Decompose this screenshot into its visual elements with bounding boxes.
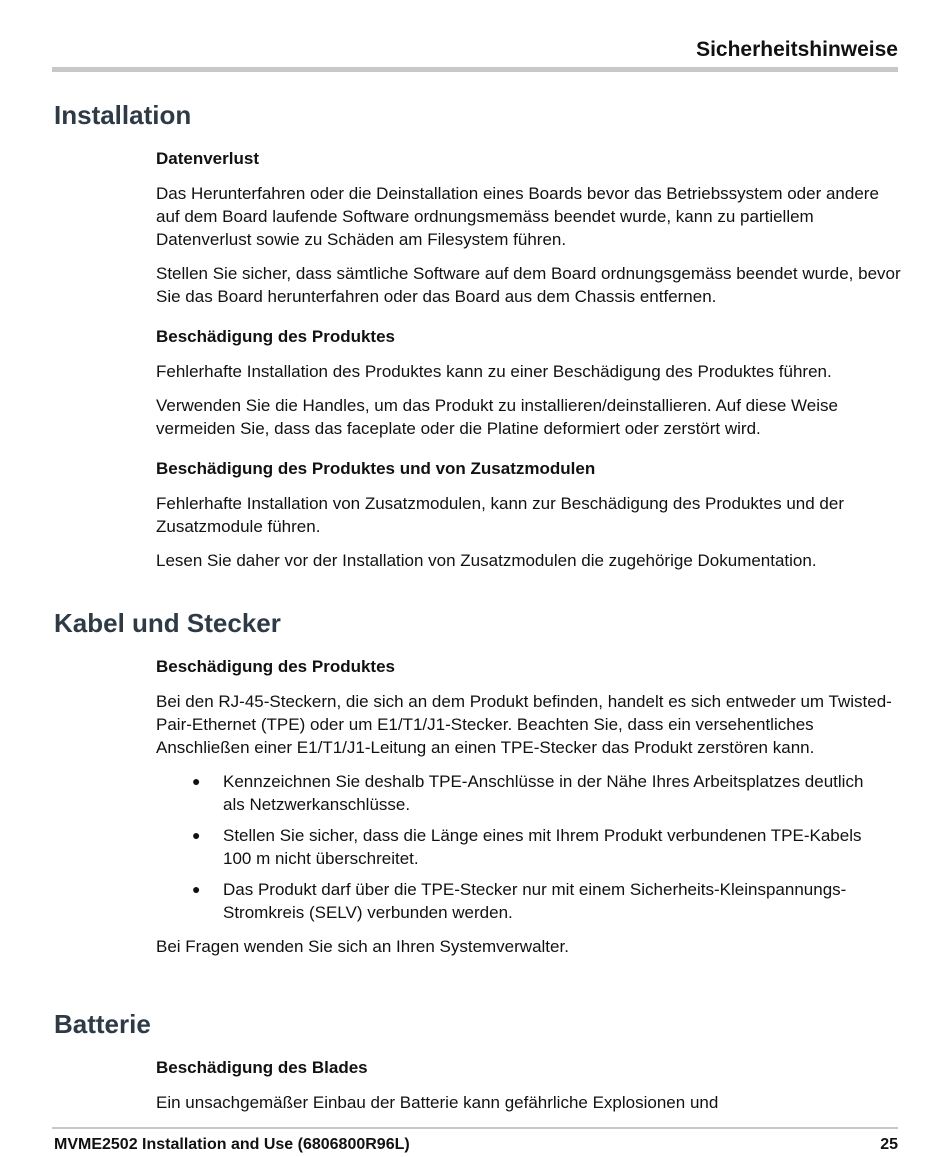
bullet-text: Stellen Sie sicher, dass die Länge eines mit Ihrem Produkt verbundenen TPE-Kabels 100 m nicht überschreitet.: [223, 826, 862, 868]
subheading-beschaedigung-produktes: Beschädigung des Produktes: [156, 327, 395, 346]
subheading-beschaedigung-blades: Beschädigung des Blades: [156, 1058, 368, 1077]
paragraph: Das Herunterfahren oder die Deinstallation eines Boards bevor das Betriebssystem oder andere auf dem Board laufende Software ordnungsmemäss beendet wurde, kann zu partiellem Datenverlust sowie zu Schäden am Filesystem führen.: [156, 184, 879, 249]
bullet-dot-icon: ●: [192, 773, 201, 789]
section-kabel-content: [156, 656, 901, 969]
footer-document-title: MVME2502 Installation and Use (6806800R96L): [54, 1136, 410, 1153]
section-title-kabel-stecker: Kabel und Stecker: [54, 608, 281, 638]
paragraph: Verwenden Sie die Handles, um das Produkt zu installieren/deinstallieren. Auf diese Weise vermeiden Sie, dass das faceplate oder die Platine deformiert oder zerstört wird.: [156, 396, 838, 438]
paragraph: Ein unsachgemäßer Einbau der Batterie kann gefährliche Explosionen und: [156, 1093, 719, 1112]
subheading-datenverlust: Datenverlust: [156, 149, 259, 168]
subheading-beschaedigung-produktes: Beschädigung des Produktes: [156, 657, 395, 676]
bullet-text: Kennzeichnen Sie deshalb TPE-Anschlüsse in der Nähe Ihres Arbeitsplatzes deutlich als Netzwerkanschlüsse.: [223, 772, 864, 814]
section-title-installation: Installation: [54, 100, 192, 130]
subheading-beschaedigung-zusatzmodule: Beschädigung des Produktes und von Zusatzmodulen: [156, 459, 596, 478]
header-divider: [52, 67, 898, 72]
paragraph: Bei den RJ-45-Steckern, die sich an dem Produkt befinden, handelt es sich entweder um Twisted-Pair-Ethernet (TPE) oder um E1/T1/J1-Stecker. Beachten Sie, dass ein versehentliches Anschließen einer E1/T1/J1-Leitung an einen TPE-Stecker das Produkt zerstören kann.: [156, 692, 892, 757]
bullet-dot-icon: ●: [192, 827, 201, 843]
paragraph: Lesen Sie daher vor der Installation von Zusatzmodulen die zugehörige Dokumentation.: [156, 551, 817, 570]
section-title-batterie: Batterie: [54, 1009, 151, 1039]
paragraph: Bei Fragen wenden Sie sich an Ihren Systemverwalter.: [156, 937, 569, 956]
bullet-dot-icon: ●: [192, 881, 201, 897]
bullet-text: Das Produkt darf über die TPE-Stecker nur mit einem Sicherheits-Kleinspannungs-Stromkreis (SELV) verbunden werden.: [223, 880, 847, 922]
bullet-item: [156, 770, 873, 816]
paragraph: Fehlerhafte Installation des Produktes kann zu einer Beschädigung des Produktes führen.: [156, 362, 832, 381]
section-batterie-content: [156, 1057, 901, 1125]
bullet-list: [0, 770, 901, 924]
paragraph: Stellen Sie sicher, dass sämtliche Software auf dem Board ordnungsgemäss beendet wurde, bevor Sie das Board herunterfahren oder das Board aus dem Chassis entfernen.: [156, 264, 901, 306]
bullet-item: [156, 824, 873, 870]
bullet-item: [156, 878, 873, 924]
footer-divider: [52, 1127, 898, 1129]
page-header-title: Sicherheitshinweise: [696, 38, 898, 61]
footer-page-number: 25: [880, 1136, 898, 1153]
paragraph: Fehlerhafte Installation von Zusatzmodulen, kann zur Beschädigung des Produktes und der Zusatzmodule führen.: [156, 494, 844, 536]
section-installation-content: [156, 148, 901, 583]
